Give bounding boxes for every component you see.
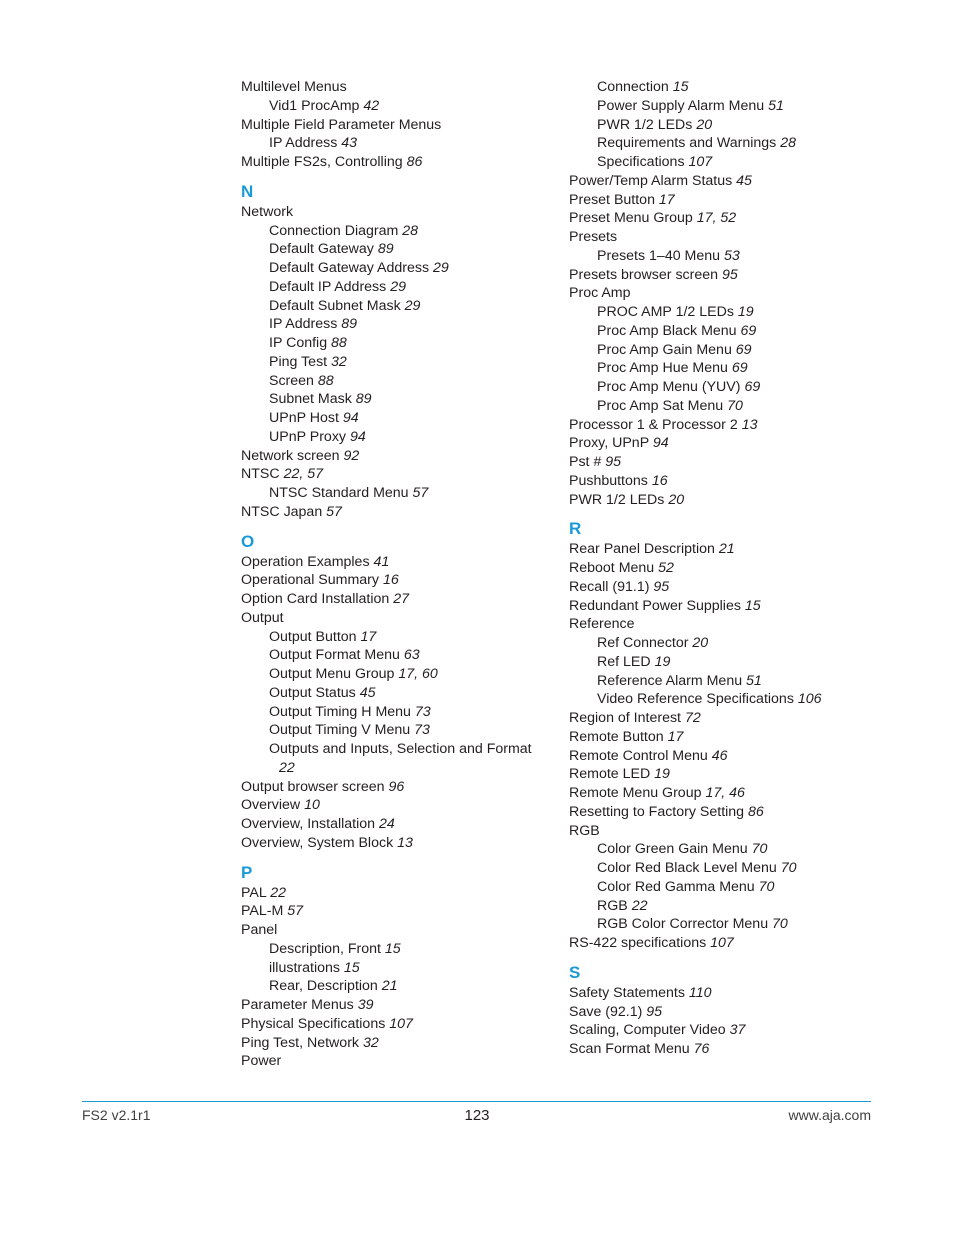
index-page-ref[interactable]: 19 — [737, 304, 754, 320]
index-subentry — [569, 153, 869, 172]
index-page-ref[interactable]: 57 — [326, 503, 342, 520]
index-section-letter: R — [569, 519, 582, 539]
index-page-ref[interactable]: 88 — [317, 372, 334, 389]
index-subentry — [569, 97, 869, 116]
index-page-ref[interactable]: 20 — [668, 491, 685, 508]
index-page-ref[interactable]: 45 — [736, 172, 752, 189]
index-term: Resetting to Factory Setting — [569, 803, 749, 820]
index-page-ref[interactable]: 92 — [343, 447, 360, 464]
index-term: Network — [241, 203, 294, 220]
index-entry — [569, 597, 869, 616]
index-term: Connection Diagram — [269, 222, 403, 239]
index-term: Remote Control Menu — [569, 747, 712, 764]
index-term: Multilevel Menus — [241, 79, 347, 95]
index-entry — [241, 1034, 551, 1053]
index-subentry — [569, 134, 869, 153]
index-term: Output Status — [269, 684, 360, 701]
index-term: Network screen — [241, 447, 344, 464]
index-subentry — [569, 859, 869, 878]
index-page-ref[interactable]: 70 — [772, 916, 788, 933]
index-entry — [569, 615, 869, 634]
index-subentry — [569, 840, 869, 859]
index-term: Pushbuttons — [569, 472, 652, 489]
index-term: Output Menu Group — [269, 666, 399, 682]
index-page-ref[interactable]: 37 — [729, 1022, 746, 1039]
index-subentry — [241, 428, 551, 447]
index-term: PAL-M — [241, 903, 288, 920]
index-term: UPnP Host — [269, 410, 343, 426]
index-term: Default Gateway Address — [269, 260, 434, 276]
index-page-ref[interactable]: 89 — [355, 391, 372, 408]
index-column-left — [241, 78, 551, 1071]
index-page-ref[interactable]: 70 — [727, 397, 743, 414]
index-page-ref[interactable]: 43 — [341, 135, 358, 152]
index-subentry — [241, 297, 551, 316]
index-page-ref[interactable]: 94 — [349, 428, 366, 445]
index-page-ref[interactable]: 69 — [731, 360, 748, 377]
index-term: Proc Amp — [569, 285, 631, 302]
index-term: Physical Specifications — [241, 1015, 390, 1032]
footer-website: www.aja.com — [788, 1107, 871, 1123]
index-subentry — [569, 303, 869, 322]
index-page-ref[interactable]: 16 — [651, 472, 668, 489]
index-page-ref[interactable]: 21 — [718, 541, 735, 558]
index-section-letter: S — [569, 962, 581, 982]
index-entry — [569, 172, 869, 191]
index-term: Ping Test — [269, 353, 332, 370]
index-page-ref[interactable]: 110 — [688, 984, 712, 1001]
index-entry — [569, 984, 869, 1003]
index-page-ref[interactable]: 17 — [658, 191, 675, 208]
index-entry — [569, 803, 869, 822]
index-subentry — [569, 878, 869, 897]
index-entry — [569, 728, 869, 747]
index-entry — [241, 571, 551, 590]
index-term: Redundant Power Supplies — [569, 597, 745, 614]
index-term: Requirements and Warnings — [597, 135, 781, 152]
index-page-ref[interactable]: 69 — [744, 379, 761, 395]
index-page-ref[interactable]: 13 — [397, 834, 413, 851]
index-subentry — [569, 915, 869, 934]
index-term: Option Card Installation — [241, 591, 394, 607]
index-subentry — [569, 341, 869, 360]
index-entry — [569, 765, 869, 784]
index-entry — [569, 284, 869, 303]
index-page-ref[interactable]: 17 — [360, 628, 377, 645]
index-term: Rear Panel Description — [569, 541, 719, 558]
index-term: Output — [241, 609, 284, 626]
index-term: Reboot Menu — [569, 560, 659, 576]
index-subentry — [241, 940, 551, 959]
index-term: Power/Temp Alarm Status — [569, 172, 737, 189]
index-page-ref[interactable]: 95 — [646, 1003, 663, 1020]
index-subentry — [241, 484, 551, 503]
index-page-ref[interactable]: 94 — [652, 435, 669, 452]
index-subentry — [569, 690, 869, 709]
index-subentry — [569, 78, 869, 97]
index-entry — [241, 503, 551, 522]
index-page-ref[interactable]: 20 — [692, 635, 709, 651]
index-term: Processor 1 & Processor 2 — [569, 416, 742, 433]
index-page-ref[interactable]: 63 — [403, 647, 420, 664]
index-subentry — [569, 378, 869, 397]
index-subentry — [241, 409, 551, 428]
index-subentry — [569, 359, 869, 378]
index-subentry — [241, 684, 551, 703]
index-page-ref[interactable]: 70 — [758, 878, 775, 895]
index-entry — [569, 747, 869, 766]
index-term: Specifications — [597, 154, 689, 170]
index-term: Proc Amp Gain Menu — [597, 341, 736, 358]
index-term: Proc Amp Hue Menu — [597, 360, 732, 377]
index-entry — [569, 1040, 869, 1059]
index-term: Preset Menu Group — [569, 210, 697, 227]
index-term: Remote Menu Group — [569, 785, 706, 801]
index-term: Pst # — [569, 454, 606, 470]
index-page-ref[interactable]: 32 — [331, 353, 347, 370]
index-term: Screen — [269, 372, 318, 389]
index-term: Color Red Black Level Menu — [597, 860, 781, 876]
index-subentry — [241, 759, 551, 778]
index-page-ref[interactable]: 89 — [341, 316, 358, 333]
index-page-ref[interactable]: 70 — [780, 860, 797, 876]
index-subentry — [569, 322, 869, 341]
index-term: Safety Statements — [569, 984, 689, 1001]
index-term: IP Address — [269, 135, 342, 152]
index-term: PAL — [241, 884, 271, 901]
index-subentry — [241, 222, 551, 241]
index-entry — [241, 902, 551, 921]
index-section-letter: N — [241, 181, 254, 201]
index-subentry — [569, 897, 869, 916]
index-page-ref[interactable]: 69 — [740, 322, 757, 339]
index-term: UPnP Proxy — [269, 428, 350, 445]
index-entry — [241, 609, 551, 628]
index-term: Power — [241, 1053, 282, 1070]
index-page-ref[interactable]: 53 — [723, 247, 740, 264]
index-term: Output Timing H Menu — [269, 703, 415, 720]
index-entry — [241, 884, 551, 903]
index-term: Ping Test, Network — [241, 1034, 363, 1051]
index-page-ref[interactable]: 96 — [388, 778, 405, 795]
index-term: Multiple FS2s, Controlling — [241, 154, 407, 170]
index-term: Remote LED — [569, 766, 655, 783]
index-term: Subnet Mask — [269, 391, 356, 408]
index-page-ref[interactable]: 86 — [748, 803, 764, 820]
index-entry — [241, 1052, 551, 1071]
index-page-ref[interactable]: 107 — [688, 154, 713, 170]
index-term: Panel — [241, 922, 278, 938]
index-subentry — [241, 721, 551, 740]
index-term: Vid1 ProcAmp — [269, 97, 364, 114]
index-page-ref[interactable]: 10 — [304, 797, 320, 814]
index-page-ref[interactable]: 94 — [342, 410, 359, 426]
index-term: Preset Button — [569, 191, 659, 208]
index-page-ref[interactable]: 42 — [363, 97, 380, 114]
index-page-ref[interactable]: 89 — [377, 241, 394, 258]
index-page-ref[interactable]: 86 — [406, 154, 423, 170]
index-entry — [569, 709, 869, 728]
index-term: Save (92.1) — [569, 1003, 647, 1020]
index-page-ref[interactable]: 29 — [404, 297, 421, 314]
index-page-ref[interactable]: 24 — [379, 816, 395, 832]
index-page-ref[interactable]: 41 — [373, 553, 390, 570]
index-entry — [569, 1003, 869, 1022]
index-page-ref[interactable]: 51 — [746, 672, 762, 689]
index-term: PROC AMP 1/2 LEDs — [597, 304, 738, 320]
index-entry — [569, 266, 869, 285]
index-entry — [569, 416, 869, 435]
index-term: Reference — [569, 616, 635, 633]
index-subentry — [241, 315, 551, 334]
index-page-ref[interactable]: 28 — [780, 135, 796, 152]
index-term: Presets browser screen — [569, 266, 722, 283]
index-subentry — [241, 278, 551, 297]
index-subentry — [241, 703, 551, 722]
index-page-ref[interactable]: 95 — [605, 454, 622, 470]
index-term: Reference Alarm Menu — [597, 672, 747, 689]
index-page-ref[interactable]: 45 — [359, 684, 376, 701]
index-term: Output Format Menu — [269, 647, 404, 664]
index-entry — [241, 796, 551, 815]
index-entry — [241, 153, 551, 172]
index-section-letter: P — [241, 862, 253, 882]
index-page-ref[interactable]: 27 — [393, 591, 409, 607]
index-subentry — [241, 977, 551, 996]
index-page-ref[interactable]: 107 — [389, 1015, 413, 1032]
index-entry — [569, 1021, 869, 1040]
index-term: Scan Format Menu — [569, 1041, 694, 1057]
index-entry — [241, 78, 551, 97]
index-subentry — [569, 247, 869, 266]
index-term: Color Green Gain Menu — [597, 841, 752, 858]
index-term: Output Timing V Menu — [269, 722, 415, 739]
index-term: RGB — [597, 897, 632, 914]
index-subentry — [569, 653, 869, 672]
index-entry — [569, 784, 869, 803]
index-page-ref[interactable]: 22, 57 — [283, 466, 324, 483]
index-subentry — [241, 646, 551, 665]
footer-document-version: FS2 v2.1r1 — [82, 1107, 151, 1123]
index-term: RGB — [569, 822, 600, 839]
index-entry — [569, 822, 869, 841]
index-page-ref[interactable]: 29 — [433, 260, 449, 276]
index-page-ref[interactable]: 22 — [631, 897, 648, 914]
index-term: Connection — [597, 79, 673, 95]
index-term: Description, Front — [269, 940, 385, 957]
index-subentry — [241, 334, 551, 353]
index-term: Ref Connector — [597, 635, 693, 651]
index-page-ref[interactable]: 17 — [667, 728, 684, 745]
index-section-letter: O — [241, 531, 255, 551]
index-term: Presets — [569, 229, 618, 245]
index-page-ref[interactable]: 15 — [384, 940, 401, 957]
index-term: NTSC — [241, 466, 284, 483]
index-entry — [569, 191, 869, 210]
index-term: Proc Amp Sat Menu — [597, 397, 728, 414]
index-entry — [241, 553, 551, 572]
index-term: Proc Amp Menu (YUV) — [597, 379, 745, 395]
index-page-ref[interactable]: 32 — [362, 1034, 379, 1051]
index-term: Video Reference Specifications — [597, 691, 798, 708]
index-term: Ref LED — [597, 653, 655, 670]
index-page-ref[interactable]: 70 — [751, 841, 768, 858]
index-page-ref[interactable]: 57 — [287, 903, 304, 920]
index-term: Default Gateway — [269, 241, 378, 258]
index-page-ref[interactable]: 15 — [672, 79, 689, 95]
index-term: NTSC Japan — [241, 503, 327, 520]
index-entry — [241, 465, 551, 484]
index-page-ref[interactable]: 73 — [414, 722, 430, 739]
index-entry — [241, 996, 551, 1015]
index-entry — [241, 203, 551, 222]
index-column-right — [569, 78, 869, 1059]
index-entry — [569, 491, 869, 510]
index-page-ref[interactable]: 88 — [331, 335, 347, 351]
index-page-ref[interactable]: 19 — [654, 766, 670, 783]
index-page-ref[interactable]: 15 — [343, 959, 360, 976]
index-entry — [241, 815, 551, 834]
index-term: Parameter Menus — [241, 997, 358, 1013]
index-term: Rear, Description — [269, 978, 382, 995]
index-page-ref[interactable]: 52 — [658, 560, 674, 576]
index-page-ref[interactable]: 21 — [381, 978, 398, 995]
index-term: IP Address — [269, 316, 342, 333]
index-term: Operational Summary — [241, 572, 383, 589]
index-entry — [569, 578, 869, 597]
index-term: IP Config — [269, 335, 332, 351]
index-page-ref[interactable]: 57 — [412, 485, 429, 501]
index-subentry — [241, 259, 551, 278]
index-page-ref[interactable]: 20 — [696, 116, 713, 133]
index-subentry — [241, 97, 551, 116]
index-term: RS-422 specifications — [569, 935, 711, 951]
index-page-ref[interactable]: 106 — [797, 691, 822, 708]
index-page-ref[interactable]: 107 — [710, 935, 734, 951]
index-term: RGB Color Corrector Menu — [597, 916, 773, 933]
index-term: Default IP Address — [269, 278, 391, 295]
index-page-ref[interactable]: 17, 60 — [398, 666, 438, 682]
index-page-ref[interactable]: 17, 52 — [696, 210, 737, 227]
index-term: PWR 1/2 LEDs — [597, 116, 697, 133]
index-term: Output Button — [269, 628, 361, 645]
index-subentry — [241, 134, 551, 153]
index-page-ref[interactable]: 95 — [721, 266, 738, 283]
index-entry — [569, 559, 869, 578]
index-term: Overview, Installation — [241, 816, 379, 832]
index-term: Color Red Gamma Menu — [597, 878, 759, 895]
index-page-ref[interactable]: 72 — [684, 710, 701, 726]
index-page-ref[interactable]: 51 — [768, 97, 784, 114]
index-term: Multiple Field Parameter Menus — [241, 116, 442, 133]
index-entry — [569, 472, 869, 491]
index-entry — [569, 209, 869, 228]
index-entry — [569, 540, 869, 559]
index-entry — [569, 453, 869, 472]
index-term: NTSC Standard Menu — [269, 485, 413, 501]
index-page-ref[interactable]: 46 — [711, 747, 728, 764]
index-term: Output browser screen — [241, 778, 389, 795]
index-page-ref[interactable]: 13 — [741, 416, 758, 433]
index-subentry — [241, 740, 551, 759]
index-entry — [241, 447, 551, 466]
index-subentry — [569, 397, 869, 416]
index-term: Default Subnet Mask — [269, 297, 405, 314]
index-term: Operation Examples — [241, 553, 374, 570]
index-page-ref[interactable]: 15 — [744, 597, 761, 614]
index-entry — [241, 116, 551, 135]
index-term: Proxy, UPnP — [569, 435, 653, 452]
index-page-ref[interactable]: 95 — [653, 578, 670, 595]
index-page-ref[interactable]: 28 — [402, 222, 419, 239]
footer-rule — [82, 1101, 871, 1102]
index-term: Region of Interest — [569, 710, 685, 726]
index-subentry — [241, 959, 551, 978]
index-page-ref[interactable]: 16 — [382, 572, 399, 589]
index-term: Scaling, Computer Video — [569, 1022, 730, 1039]
index-term: Recall (91.1) — [569, 578, 654, 595]
index-term: Power Supply Alarm Menu — [597, 97, 769, 114]
index-page-ref[interactable]: 73 — [414, 703, 431, 720]
index-term: Proc Amp Black Menu — [597, 322, 741, 339]
index-entry — [241, 590, 551, 609]
index-subentry — [241, 372, 551, 391]
index-page-ref[interactable]: 22 — [270, 884, 286, 901]
index-term: PWR 1/2 LEDs — [569, 491, 669, 508]
index-entry — [241, 834, 551, 853]
index-term: Presets 1–40 Menu — [597, 247, 724, 264]
index-subentry — [569, 672, 869, 691]
index-entry — [241, 921, 551, 940]
index-page-ref[interactable]: 39 — [357, 997, 374, 1013]
index-subentry — [241, 353, 551, 372]
index-page-ref[interactable]: 19 — [654, 653, 671, 670]
index-subentry — [241, 628, 551, 647]
index-page-ref[interactable]: 69 — [735, 341, 752, 358]
index-page-ref[interactable]: 29 — [390, 278, 406, 295]
index-page-ref[interactable]: 22 — [279, 759, 295, 776]
index-page-ref[interactable]: 17, 46 — [705, 785, 745, 801]
index-subentry — [241, 240, 551, 259]
index-term: illustrations — [269, 959, 344, 976]
index-subentry — [569, 116, 869, 135]
index-entry — [569, 434, 869, 453]
index-subentry — [241, 390, 551, 409]
index-subentry — [241, 665, 551, 684]
index-term: Outputs and Inputs, Selection and Format — [269, 741, 532, 757]
index-subentry — [569, 634, 869, 653]
index-term: Overview, System Block — [241, 834, 398, 851]
index-term: Remote Button — [569, 728, 668, 745]
index-entry — [241, 1015, 551, 1034]
index-entry — [241, 778, 551, 797]
index-entry — [569, 934, 869, 953]
index-term: Overview — [241, 797, 305, 814]
index-page-ref[interactable]: 76 — [693, 1041, 710, 1057]
index-entry — [569, 228, 869, 247]
footer-page-number: 123 — [464, 1107, 490, 1124]
